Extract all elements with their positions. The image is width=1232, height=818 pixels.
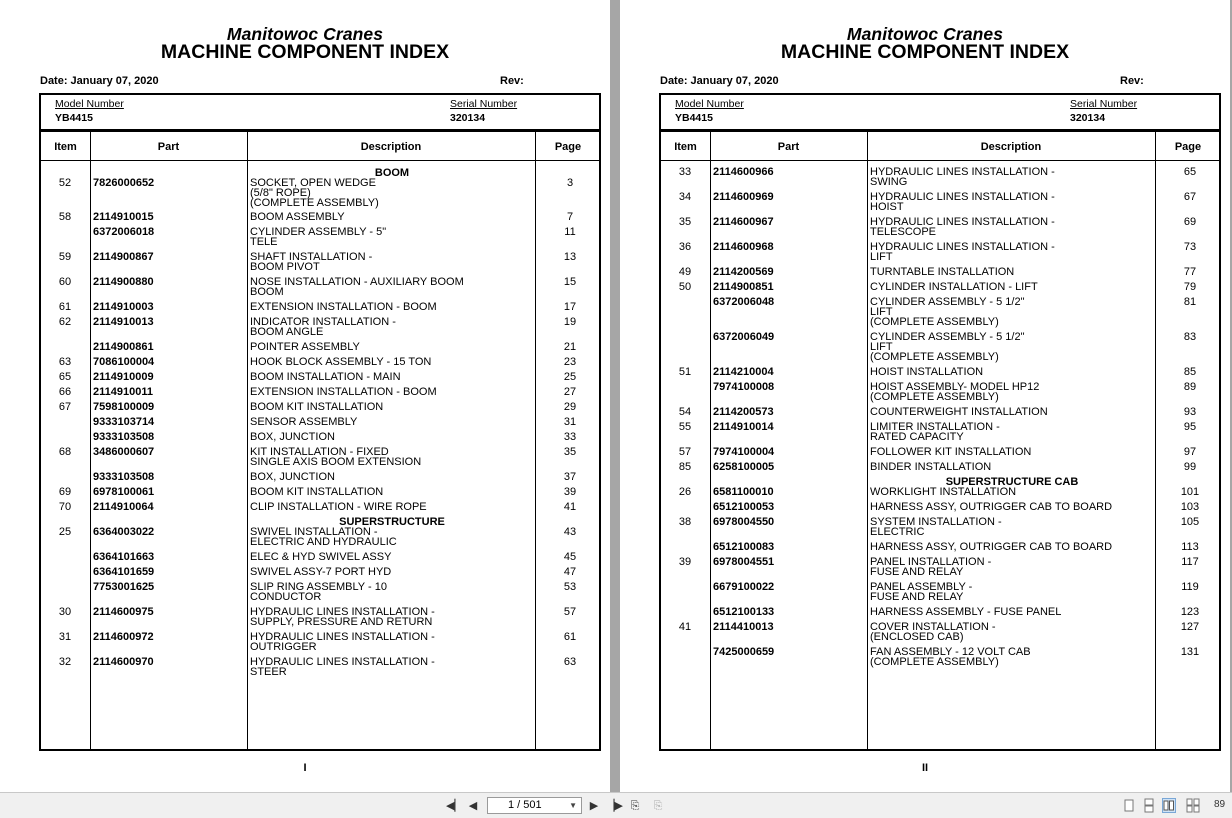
part-number-cell: 2114900861 <box>93 341 154 353</box>
page-cell: 3 <box>566 177 574 189</box>
page-cell: 37 <box>563 471 577 483</box>
description-cell: HYDRAULIC LINES INSTALLATION - STEER <box>250 656 435 678</box>
part-number-cell: 2114910009 <box>93 371 154 383</box>
viewer-toolbar <box>0 792 1232 818</box>
part-number-cell: 2114200569 <box>713 266 774 278</box>
part-number-cell: 7425000659 <box>713 646 775 658</box>
page-cell: 21 <box>563 341 577 353</box>
item-cell: 38 <box>678 516 692 528</box>
page-indicator-text: 1 / 501 <box>508 799 542 811</box>
item-cell: 52 <box>58 177 72 189</box>
part-number-cell: 2114600967 <box>713 216 774 228</box>
page-cell: 11 <box>564 226 576 238</box>
item-cell: 85 <box>678 461 692 473</box>
description-cell: PANEL INSTALLATION - FUSE AND RELAY <box>870 556 992 578</box>
description-cell: HOOK BLOCK ASSEMBLY - 15 TON <box>250 356 432 368</box>
item-cell: 26 <box>678 486 692 498</box>
part-number-cell: 6364101659 <box>93 566 155 578</box>
description-cell: LIMITER INSTALLATION - RATED CAPACITY <box>870 421 1000 443</box>
section-heading: BOOM <box>374 167 410 179</box>
last-page-icon[interactable]: ▕▶ <box>606 800 623 812</box>
page-cell: 13 <box>563 251 577 263</box>
description-cell: FAN ASSEMBLY - 12 VOLT CAB (COMPLETE ASSEMBLY) <box>870 646 1031 668</box>
description-cell: BOOM KIT INSTALLATION <box>250 486 384 498</box>
item-cell: 31 <box>58 631 72 643</box>
item-cell: 62 <box>58 316 72 328</box>
item-cell: 25 <box>58 526 72 538</box>
description-cell: SYSTEM INSTALLATION - ELECTRIC <box>870 516 1002 538</box>
single-page-view-icon[interactable] <box>1122 798 1136 813</box>
page-number-input[interactable] <box>487 797 582 814</box>
part-number-cell: 2114600966 <box>713 166 774 178</box>
part-number-cell: 6364003022 <box>93 526 155 538</box>
part-number-cell: 2114200573 <box>713 406 774 418</box>
document-page-right <box>620 0 1230 792</box>
page-cell: 81 <box>1183 296 1197 308</box>
page-cell: 79 <box>1183 281 1197 293</box>
page-cell: 45 <box>563 551 577 563</box>
page-cell: 47 <box>563 566 577 578</box>
item-cell: 33 <box>678 166 692 178</box>
page-cell: 27 <box>563 386 577 398</box>
page-cell: 73 <box>1183 241 1197 253</box>
part-number-cell: 6364101663 <box>93 551 155 563</box>
description-cell: BOX, JUNCTION <box>250 431 335 443</box>
part-number-cell: 6679100022 <box>713 581 775 593</box>
item-cell: 57 <box>678 446 692 458</box>
part-number-cell: 2114600969 <box>713 191 774 203</box>
page-cell: 43 <box>563 526 577 538</box>
model-number-value: YB4415 <box>675 112 713 124</box>
page-cell: 61 <box>563 631 577 643</box>
part-number-cell: 2114910014 <box>713 421 774 433</box>
page-cell: 89 <box>1183 381 1197 393</box>
part-number-cell: 7086100004 <box>93 356 155 368</box>
part-number-cell: 2114910003 <box>93 301 154 313</box>
part-number-cell: 2114910064 <box>93 501 154 513</box>
part-number-cell: 2114900851 <box>713 281 774 293</box>
model-number-label: Model Number <box>55 98 124 110</box>
description-cell: BOOM KIT INSTALLATION <box>250 401 384 413</box>
page-cell: 31 <box>563 416 577 428</box>
page-cell: 41 <box>563 501 577 513</box>
brand-heading: Manitowoc Cranes <box>846 24 1004 44</box>
page-cell: 85 <box>1183 366 1197 378</box>
serial-number-value: 320134 <box>1070 112 1106 124</box>
item-cell: 39 <box>678 556 692 568</box>
page-cell: 53 <box>563 581 577 593</box>
part-number-cell: 2114600970 <box>93 656 154 668</box>
page-cell: 119 <box>1181 581 1199 593</box>
model-number-value: YB4415 <box>55 112 93 124</box>
description-cell: TURNTABLE INSTALLATION <box>870 266 1015 278</box>
part-number-cell: 2114910013 <box>93 316 154 328</box>
description-cell: HYDRAULIC LINES INSTALLATION - SUPPLY, PRESSURE AND RETURN <box>250 606 435 628</box>
copy-icon[interactable]: ⎘ <box>630 800 640 812</box>
item-cell: 58 <box>58 211 72 223</box>
item-cell: 54 <box>678 406 692 418</box>
description-cell: BOOM ASSEMBLY <box>250 211 345 223</box>
description-cell: SWIVEL INSTALLATION - ELECTRIC AND HYDRAULIC <box>250 526 397 548</box>
description-cell: HARNESS ASSEMBLY - FUSE PANEL <box>870 606 1062 618</box>
part-number-cell: 2114600975 <box>93 606 154 618</box>
first-page-icon[interactable]: ◀▏ <box>446 800 463 812</box>
page-cell: 17 <box>563 301 577 313</box>
page-cell: 35 <box>563 446 577 458</box>
page-cell: 127 <box>1180 621 1200 633</box>
page-cell: 97 <box>1183 446 1197 458</box>
part-number-cell: 9333103714 <box>93 416 155 428</box>
page-cell: 23 <box>563 356 577 368</box>
chevron-down-icon[interactable]: ▼ <box>569 801 577 810</box>
zoom-level[interactable]: 89 <box>1214 799 1226 810</box>
model-serial-box <box>39 93 601 131</box>
description-cell: HYDRAULIC LINES INSTALLATION - OUTRIGGER <box>250 631 435 653</box>
description-cell: ELEC & HYD SWIVEL ASSY <box>250 551 392 563</box>
description-cell: HOIST ASSEMBLY- MODEL HP12 (COMPLETE ASSEMBLY) <box>870 381 1040 403</box>
item-cell: 51 <box>678 366 692 378</box>
description-cell: BINDER INSTALLATION <box>870 461 992 473</box>
two-page-view-icon[interactable] <box>1162 798 1176 813</box>
description-cell: NOSE INSTALLATION - AUXILIARY BOOM BOOM <box>250 276 464 298</box>
column-header-description: Description <box>980 141 1042 153</box>
component-table <box>39 130 601 751</box>
description-cell: SWIVEL ASSY-7 PORT HYD <box>250 566 392 578</box>
page-cell: 83 <box>1183 331 1197 343</box>
column-header-part: Part <box>157 141 180 153</box>
page-number: I <box>303 762 307 774</box>
item-cell: 68 <box>58 446 72 458</box>
page-cell: 93 <box>1183 406 1197 418</box>
description-cell: EXTENSION INSTALLATION - BOOM <box>250 386 437 398</box>
document-page-left <box>0 0 610 792</box>
item-cell: 32 <box>58 656 72 668</box>
page-cell: 95 <box>1183 421 1197 433</box>
part-number-cell: 6978100061 <box>93 486 155 498</box>
description-cell: FOLLOWER KIT INSTALLATION <box>870 446 1032 458</box>
description-cell: BOX, JUNCTION <box>250 471 335 483</box>
item-cell: 70 <box>58 501 72 513</box>
page-cell: 15 <box>563 276 577 288</box>
part-number-cell: 2114600968 <box>713 241 774 253</box>
part-number-cell: 6978004550 <box>713 516 775 528</box>
rev-label: Rev: <box>500 75 524 87</box>
item-cell: 66 <box>58 386 72 398</box>
item-cell: 63 <box>58 356 72 368</box>
part-number-cell: 6258100005 <box>713 461 775 473</box>
item-cell: 50 <box>678 281 692 293</box>
part-number-cell: 7974100004 <box>713 446 775 458</box>
page-cell: 19 <box>563 316 577 328</box>
description-cell: CYLINDER ASSEMBLY - 5 1/2" LIFT (COMPLETE ASSEMBLY) <box>870 296 1025 328</box>
description-cell: SHAFT INSTALLATION - BOOM PIVOT <box>250 251 373 273</box>
next-page-icon[interactable]: ▶ <box>589 800 599 812</box>
page-cell: 63 <box>563 656 577 668</box>
page-title: MACHINE COMPONENT INDEX <box>780 41 1070 63</box>
part-number-cell: 2114910011 <box>93 386 153 398</box>
column-header-part: Part <box>777 141 800 153</box>
page-cell: 117 <box>1181 556 1199 568</box>
date-label: Date: January 07, 2020 <box>40 75 159 87</box>
item-cell: 30 <box>58 606 72 618</box>
description-cell: COVER INSTALLATION - (ENCLOSED CAB) <box>870 621 996 643</box>
description-cell: CYLINDER ASSEMBLY - 5 1/2" LIFT (COMPLETE ASSEMBLY) <box>870 331 1025 363</box>
page-cell: 113 <box>1181 541 1199 553</box>
item-cell: 36 <box>678 241 692 253</box>
description-cell: SENSOR ASSEMBLY <box>250 416 358 428</box>
column-header-item: Item <box>54 141 77 153</box>
paste-icon[interactable]: ⎘ <box>653 800 663 812</box>
page-cell: 105 <box>1180 516 1200 528</box>
description-cell: HYDRAULIC LINES INSTALLATION - LIFT <box>870 241 1055 263</box>
page-cell: 33 <box>563 431 577 443</box>
prev-page-icon[interactable]: ◀ <box>468 800 478 812</box>
part-number-cell: 2114210004 <box>713 366 774 378</box>
page-cell: 65 <box>1183 166 1197 178</box>
part-number-cell: 6512100053 <box>713 501 775 513</box>
component-table <box>659 130 1221 751</box>
page-cell: 123 <box>1180 606 1200 618</box>
serial-number-value: 320134 <box>450 112 486 124</box>
page-cell: 25 <box>563 371 577 383</box>
column-header-page: Page <box>1174 141 1202 153</box>
description-cell: CYLINDER ASSEMBLY - 5" TELE <box>250 226 387 248</box>
part-number-cell: 6978004551 <box>713 556 775 568</box>
part-number-cell: 6372006018 <box>93 226 155 238</box>
description-cell: HYDRAULIC LINES INSTALLATION - TELESCOPE <box>870 216 1055 238</box>
rev-label: Rev: <box>1120 75 1144 87</box>
part-number-cell: 2114900867 <box>93 251 154 263</box>
item-cell: 65 <box>58 371 72 383</box>
page-cell: 57 <box>563 606 577 618</box>
part-number-cell: 9333103508 <box>93 431 155 443</box>
description-cell: HYDRAULIC LINES INSTALLATION - SWING <box>870 166 1055 188</box>
book-view-icon[interactable] <box>1186 798 1200 813</box>
part-number-cell: 6372006049 <box>713 331 775 343</box>
serial-number-label: Serial Number <box>1070 98 1138 110</box>
part-number-cell: 2114910015 <box>93 211 154 223</box>
item-cell: 69 <box>58 486 72 498</box>
part-number-cell: 2114600972 <box>93 631 154 643</box>
description-cell: CLIP INSTALLATION - WIRE ROPE <box>250 501 427 513</box>
item-cell: 60 <box>58 276 72 288</box>
page-number: II <box>921 762 929 774</box>
item-cell: 61 <box>58 301 72 313</box>
part-number-cell: 6512100083 <box>713 541 775 553</box>
page-cell: 69 <box>1183 216 1197 228</box>
page-cell: 39 <box>563 486 577 498</box>
date-label: Date: January 07, 2020 <box>660 75 779 87</box>
column-header-item: Item <box>674 141 697 153</box>
part-number-cell: 6372006048 <box>713 296 775 308</box>
page-cell: 77 <box>1183 266 1197 278</box>
description-cell: CYLINDER INSTALLATION - LIFT <box>870 281 1038 293</box>
page-cell: 101 <box>1180 486 1200 498</box>
item-cell: 49 <box>678 266 692 278</box>
part-number-cell: 6512100133 <box>713 606 775 618</box>
model-serial-box <box>659 93 1221 131</box>
description-cell: HARNESS ASSY, OUTRIGGER CAB TO BOARD <box>870 541 1113 553</box>
part-number-cell: 7974100008 <box>713 381 775 393</box>
description-cell: HYDRAULIC LINES INSTALLATION - HOIST <box>870 191 1055 213</box>
page-cell: 7 <box>566 211 574 223</box>
page-cell: 29 <box>563 401 577 413</box>
page-cell: 67 <box>1183 191 1197 203</box>
part-number-cell: 2114410013 <box>713 621 774 633</box>
description-cell: HARNESS ASSY, OUTRIGGER CAB TO BOARD <box>870 501 1113 513</box>
description-cell: KIT INSTALLATION - FIXED SINGLE AXIS BOOM EXTENSION <box>250 446 422 468</box>
page-cell: 103 <box>1180 501 1200 513</box>
description-cell: WORKLIGHT INSTALLATION <box>870 486 1017 498</box>
item-cell: 41 <box>678 621 692 633</box>
description-cell: SOCKET, OPEN WEDGE (5/8" ROPE) (COMPLETE ASSEMBLY) <box>250 177 379 209</box>
description-cell: HOIST INSTALLATION <box>870 366 984 378</box>
page-divider <box>610 0 620 792</box>
part-number-cell: 7753001625 <box>93 581 155 593</box>
page-cell: 99 <box>1183 461 1197 473</box>
continuous-view-icon[interactable] <box>1142 798 1156 813</box>
part-number-cell: 7826000652 <box>93 177 155 189</box>
column-header-description: Description <box>360 141 422 153</box>
item-cell: 67 <box>58 401 72 413</box>
item-cell: 59 <box>58 251 72 263</box>
page-title: MACHINE COMPONENT INDEX <box>160 41 450 63</box>
part-number-cell: 3486000607 <box>93 446 155 458</box>
item-cell: 35 <box>678 216 692 228</box>
part-number-cell: 9333103508 <box>93 471 155 483</box>
brand-heading: Manitowoc Cranes <box>226 24 384 44</box>
description-cell: PANEL ASSEMBLY - FUSE AND RELAY <box>870 581 973 603</box>
description-cell: POINTER ASSEMBLY <box>250 341 360 353</box>
item-cell: 34 <box>678 191 692 203</box>
section-heading: SUPERSTRUCTURE <box>339 516 445 528</box>
part-number-cell: 7598100009 <box>93 401 155 413</box>
part-number-cell: 2114900880 <box>93 276 154 288</box>
description-cell: EXTENSION INSTALLATION - BOOM <box>250 301 437 313</box>
page-cell: 131 <box>1180 646 1200 658</box>
serial-number-label: Serial Number <box>450 98 518 110</box>
description-cell: INDICATOR INSTALLATION - BOOM ANGLE <box>250 316 396 338</box>
item-cell: 55 <box>678 421 692 433</box>
description-cell: SLIP RING ASSEMBLY - 10 CONDUCTOR <box>250 581 387 603</box>
column-header-page: Page <box>554 141 582 153</box>
description-cell: COUNTERWEIGHT INSTALLATION <box>870 406 1048 418</box>
description-cell: BOOM INSTALLATION - MAIN <box>250 371 401 383</box>
section-heading: SUPERSTRUCTURE CAB <box>945 476 1079 488</box>
part-number-cell: 6581100010 <box>713 486 774 498</box>
model-number-label: Model Number <box>675 98 744 110</box>
